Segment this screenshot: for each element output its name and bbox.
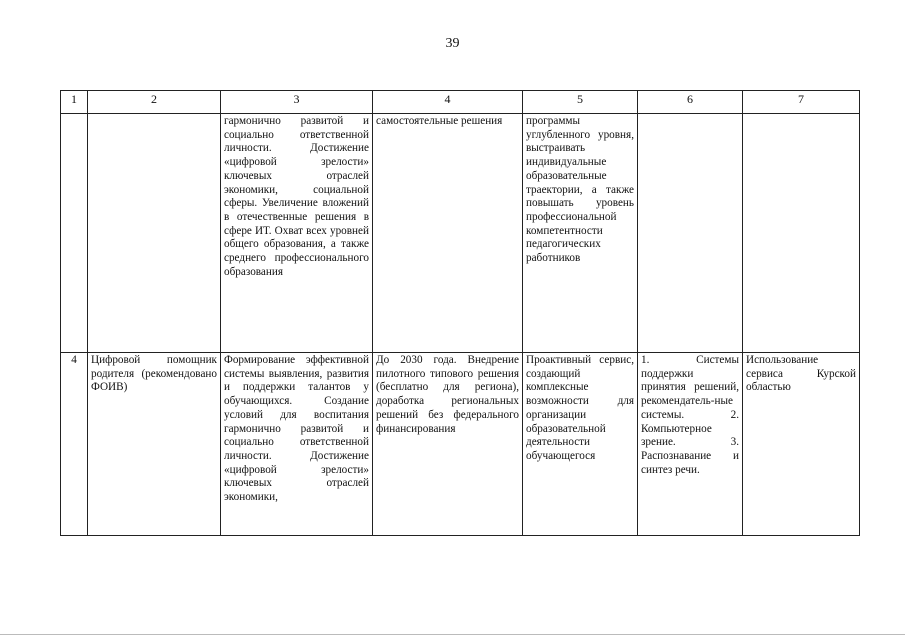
header-cell: 2 bbox=[88, 91, 221, 114]
cell-usage: Использование сервиса Курской областью bbox=[743, 353, 860, 536]
cell-terms: До 2030 года. Внедрение пилотного типового решения (бесплатно для региона), доработка региональных решений без федерального финансирования bbox=[373, 353, 523, 536]
cell-description: программы углубленного уровня, выстраивать индивидуальные образовательные траектории, а также повышать уровень профессиональной компетентности педагогических работников bbox=[523, 114, 638, 353]
cell-goals: Формирование эффективной системы выявления, развития и поддержки талантов у обучающихся. Создание условий для воспитания гармонично развитой и социально ответственной личности. Достижение «цифровой зрелости» ключевых отраслей экономики, bbox=[221, 353, 373, 536]
header-cell: 5 bbox=[523, 91, 638, 114]
header-cell: 1 bbox=[61, 91, 88, 114]
cell-name bbox=[88, 114, 221, 353]
cell-number: 4 bbox=[61, 353, 88, 536]
header-cell: 4 bbox=[373, 91, 523, 114]
table-row-4 bbox=[61, 353, 860, 536]
header-row bbox=[61, 91, 860, 114]
measures-table bbox=[60, 90, 860, 536]
header-cell: 6 bbox=[638, 91, 743, 114]
page-bottom-rule bbox=[0, 634, 905, 635]
cell-goals: гармонично развитой и социально ответственной личности. Достижение «цифровой зрелости» ключевых отраслей экономики, социальной сферы. Увеличение вложений в отечественные решения в сфере ИТ. Охват всех уровней общего образования, а также среднего профессионального образования bbox=[221, 114, 373, 353]
cell-number bbox=[61, 114, 88, 353]
cell-terms: самостоятельные решения bbox=[373, 114, 523, 353]
table-row-continuation bbox=[61, 114, 860, 353]
cell-technologies bbox=[638, 114, 743, 353]
page-number: 39 bbox=[445, 36, 460, 51]
cell-usage bbox=[743, 114, 860, 353]
cell-description: Проактивный сервис, создающий комплексные возможности для организации образовательной деятельности обучающегося bbox=[523, 353, 638, 536]
header-cell: 3 bbox=[221, 91, 373, 114]
cell-name: Цифровой помощник родителя (рекомендовано ФОИВ) bbox=[88, 353, 221, 536]
cell-technologies: 1. Системы поддержки принятия решений, рекомендатель-ные системы. 2. Компьютерное зрение. 3. Распознавание и синтез речи. bbox=[638, 353, 743, 536]
header-cell: 7 bbox=[743, 91, 860, 114]
